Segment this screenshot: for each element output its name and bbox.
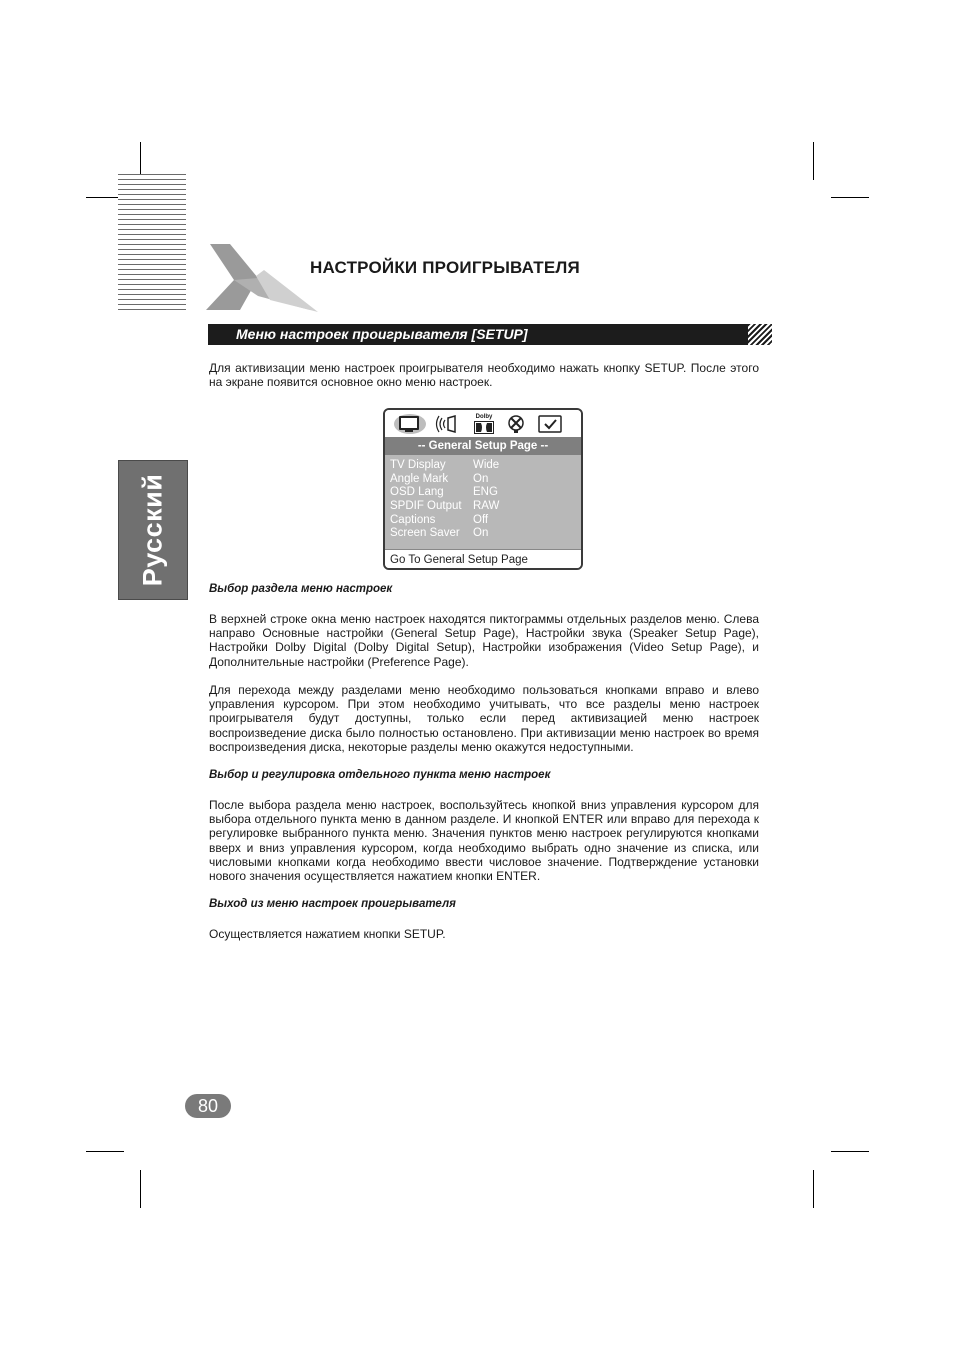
video-icon[interactable]: [505, 413, 527, 435]
menu-item-value: On: [473, 527, 489, 539]
section-heading: Выбор и регулировка отдельного пункта меню настроек: [209, 769, 551, 781]
dolby-label: Dolby: [475, 414, 493, 420]
crop-mark: [140, 1170, 141, 1208]
section-heading: Выход из меню настроек проигрывателя: [209, 898, 456, 910]
menu-item-list: [385, 455, 581, 549]
brand-x-logo: [200, 236, 320, 316]
menu-item-label: Screen Saver: [390, 527, 460, 539]
page-number: 80: [185, 1094, 231, 1118]
body-paragraph: Для перехода между разделами меню необходимо пользоваться кнопками вправо и влево управления курсором. При этом необходимо учитывать, что все разделы меню настроек проигрывателя будут доступны, только если перед активизацией меню настроек воспроизведение диска было полностью остановлено. При активизации меню настроек во время воспроизведения диска, некоторые разделы меню окажутся недоступными.: [209, 683, 759, 754]
menu-icon-row: [385, 410, 581, 438]
crop-mark: [831, 197, 869, 198]
language-side-tab: [118, 460, 188, 600]
crop-mark: [831, 1151, 869, 1152]
crop-mark: [813, 142, 814, 180]
menu-item-label: Angle Mark: [390, 473, 449, 485]
language-side-tab-label: Русский: [137, 473, 168, 587]
crop-mark: [813, 1170, 814, 1208]
tv-icon[interactable]: [393, 413, 427, 435]
body-paragraph: После выбора раздела меню настроек, воспользуйтесь кнопкой вниз управления курсором для выбора отдельного пункта меню в данном разделе. И кнопкой ENTER или вправо для перехода к регулировке выбранного пункта меню. Значения пунктов меню настроек регулируются кнопками вверх и вниз управления курсором, когда необходимо выбрать одно значение из списка, или числовыми кнопками когда необходимо ввести числовое значение. Подтверждение установки нового значения осуществляется нажатием кнопки ENTER.: [209, 798, 759, 884]
menu-item-value: On: [473, 473, 489, 485]
body-paragraph: Осуществляется нажатием кнопки SETUP.: [209, 927, 446, 941]
section-bar-hatch: [748, 324, 772, 345]
menu-item-value: Wide: [473, 459, 500, 471]
setup-menu-screen: [383, 408, 583, 570]
body-paragraph: В верхней строке окна меню настроек находятся пиктограммы отдельных разделов меню. Слева направо Основные настройки (General Setup Page), Настройки звука (Speaker Setup Page), Настройки Dolby Digital (Dolby Digital Setup), Настройки изображения (Video Setup Page), и Дополнительные настройки (Preference Page).: [209, 612, 759, 669]
menu-item-label: TV Display: [390, 459, 446, 471]
menu-page-header: -- General Setup Page --: [385, 437, 581, 455]
crop-mark: [86, 1151, 124, 1152]
section-heading: Выбор раздела меню настроек: [209, 583, 393, 595]
dolby-icon[interactable]: [471, 413, 497, 435]
menu-footer-hint: Go To General Setup Page: [385, 549, 581, 570]
preference-check-icon[interactable]: [537, 413, 563, 435]
intro-paragraph: Для активизации меню настроек проигрывателя необходимо нажать кнопку SETUP. После этого на экране появится основное окно меню настроек.: [209, 361, 759, 390]
menu-item-value: Off: [473, 514, 489, 526]
speaker-icon[interactable]: [435, 413, 461, 435]
menu-item-label: OSD Lang: [390, 486, 444, 498]
menu-item-value: ENG: [473, 486, 498, 498]
menu-item-value: RAW: [473, 500, 500, 512]
section-title: Меню настроек проигрывателя [SETUP]: [236, 326, 528, 342]
menu-item-label: SPDIF Output: [390, 500, 462, 512]
menu-item-label: Captions: [390, 514, 436, 526]
page-title: НАСТРОЙКИ ПРОИГРЫВАТЕЛЯ: [310, 258, 580, 277]
decorative-stripes: [118, 174, 186, 312]
